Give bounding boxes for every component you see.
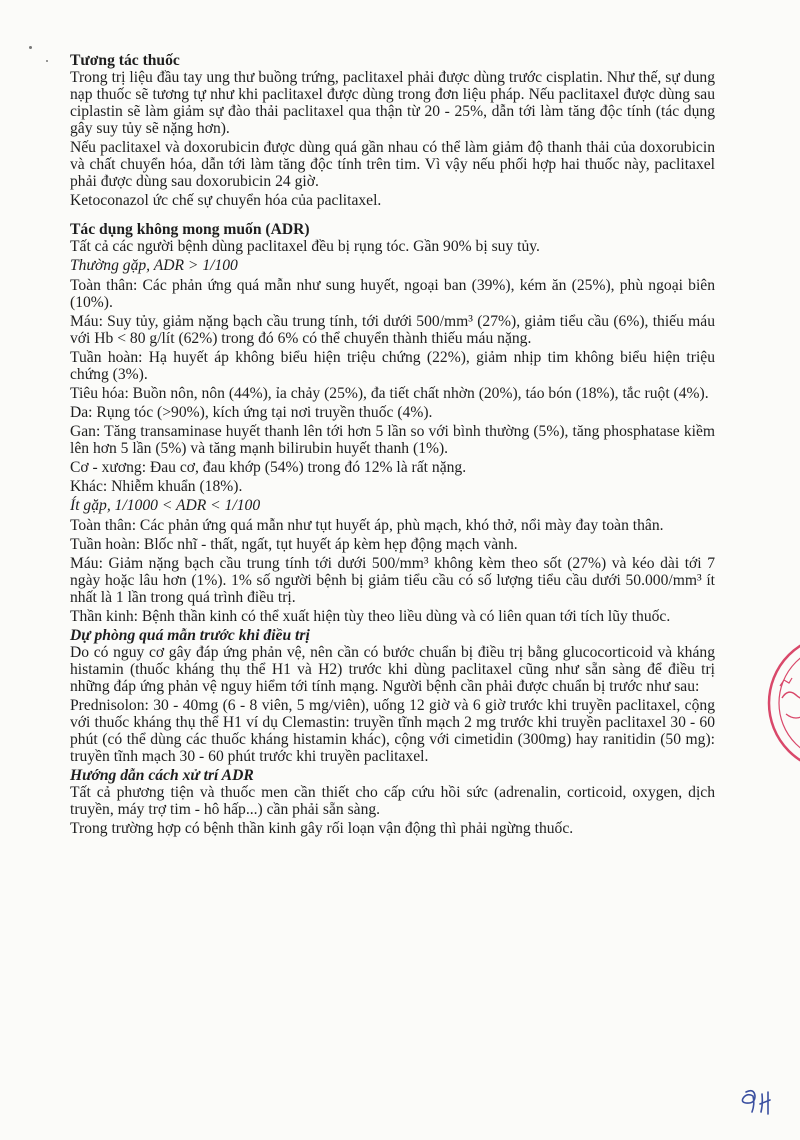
paragraph: Trong trường hợp có bệnh thần kinh gây rối loạn vận động thì phải ngừng thuốc.: [70, 820, 574, 837]
subheading-common: Thường gặp, ADR > 1/100: [70, 257, 238, 274]
list-item: Khác: Nhiễm khuẩn (18%).: [70, 478, 243, 495]
list-item: Gan: Tăng transaminase huyết thanh lên tới hơn 5 lần so với bình thường (5%), tăng phosphatase kiềm lên hơn 5 lần (5%) và tăng mạnh bilirubin huyết thanh (1%).: [70, 423, 715, 457]
paragraph: Ketoconazol ức chế sự chuyển hóa của paclitaxel.: [70, 192, 382, 209]
section-title-interactions: Tương tác thuốc: [70, 52, 180, 69]
list-item: Cơ - xương: Đau cơ, đau khớp (54%) trong đó 12% là rất nặng.: [70, 459, 467, 476]
paragraph: Trong trị liệu đầu tay ung thư buồng trứng, paclitaxel phải được dùng trước cisplatin. Như thế, sự dung nạp thuốc sẽ tương tự như khi paclitaxel được dùng trong đơn liệu pháp. Nếu paclitaxel được dùng sau ciplastin sẽ làm giảm sự đào thải paclitaxel qua thận từ 20 - 25%, dẫn tới làm tăng độc tính (tác dụng gây suy tủy sẽ nặng hơn).: [70, 69, 715, 137]
subheading-uncommon: Ít gặp, 1/1000 < ADR < 1/100: [70, 497, 261, 514]
list-item: Máu: Suy tủy, giảm nặng bạch cầu trung tính, tới dưới 500/mm³ (27%), giảm tiểu cầu (6%), thiếu máu với Hb < 80 g/lít (62%) trong đó 6% có thể chuyển thành thiếu máu nặng.: [70, 313, 715, 347]
paragraph: Nếu paclitaxel và doxorubicin được dùng quá gần nhau có thể làm giảm độ thanh thải của doxorubicin và chất chuyển hóa, dẫn tới làm tăng độc tính trên tim. Vì vậy nếu phối hợp hai thuốc này, paclitaxel phải được dùng sau doxorubicin 24 giờ.: [70, 139, 715, 190]
list-item: Tuần hoàn: Hạ huyết áp không biểu hiện triệu chứng (22%), giảm nhịp tim không biểu hiện triệu chứng (3%).: [70, 349, 715, 383]
list-item: Toàn thân: Các phản ứng quá mẫn như tụt huyết áp, phù mạch, khó thở, nổi mày đay toàn thân.: [70, 517, 664, 534]
section-title-adr: Tác dụng không mong muốn (ADR): [70, 221, 310, 238]
paragraph: Do có nguy cơ gây đáp ứng phản vệ, nên cần có bước chuẩn bị điều trị bằng glucocorticoid và kháng histamin (thuốc kháng thụ thể H1 và H2) trước khi dùng paclitaxel cũng như sẵn sàng để điều trị những đáp ứng phản vệ nguy hiểm tới tính mạng. Người bệnh cần phải được chuẩn bị trước như sau:: [70, 644, 715, 695]
list-item: Tuần hoàn: Blốc nhĩ - thất, ngất, tụt huyết áp kèm hẹp động mạch vành.: [70, 536, 518, 553]
list-item: Thần kinh: Bệnh thần kinh có thể xuất hiện tùy theo liều dùng và có liên quan tới tích lũy thuốc.: [70, 608, 671, 625]
list-item: Máu: Giảm nặng bạch cầu trung tính tới dưới 500/mm³ không kèm theo sốt (27%) và kéo dài tới 7 ngày hoặc lâu hơn (1%). 1% số người bệnh bị giảm tiểu cầu có số lượng tiểu cầu dưới 50.000/mm³ ít nhất là 1 lần trong quá trình điều trị.: [70, 555, 715, 606]
section-title-management: Hướng dẫn cách xử trí ADR: [70, 767, 254, 784]
paragraph: Prednisolon: 30 - 40mg (6 - 8 viên, 5 mg/viên), uống 12 giờ và 6 giờ trước khi truyền paclitaxel, cộng với thuốc kháng thụ thể H1 ví dụ Clemastin: truyền tĩnh mạch 2 mg trước khi truyền paclitaxel 30 - 60 phút (có thể dùng các thuốc kháng histamin khác), cộng với cimetidin (300mg) hay ranitidin (50 mg): truyền tĩnh mạch 30 - 60 phút trước khi truyền paclitaxel.: [70, 697, 715, 765]
paragraph: Tất cả phương tiện và thuốc men cần thiết cho cấp cứu hồi sức (adrenalin, corticoid, oxygen, dịch truyền, máy trợ tim - hô hấp...) cần phải sẵn sàng.: [70, 784, 715, 818]
document-body: [70, 52, 715, 839]
list-item: Tiêu hóa: Buồn nôn, nôn (44%), ỉa chảy (25%), đa tiết chất nhờn (20%), táo bón (18%), tắc ruột (4%).: [70, 385, 709, 402]
section-title-prevention: Dự phòng quá mẫn trước khi điều trị: [70, 627, 310, 644]
handwritten-page-number: [740, 1086, 780, 1116]
list-item: Toàn thân: Các phản ứng quá mẫn như sung huyết, ngoại ban (39%), kém ăn (25%), phù ngoại biên (10%).: [70, 277, 715, 311]
scan-speck: [29, 46, 32, 49]
scan-speck: [46, 60, 48, 62]
list-item: Da: Rụng tóc (>90%), kích ứng tại nơi truyền thuốc (4%).: [70, 404, 433, 421]
stamp-seal: [762, 628, 800, 778]
paragraph: Tất cả các người bệnh dùng paclitaxel đều bị rụng tóc. Gần 90% bị suy tủy.: [70, 238, 540, 255]
